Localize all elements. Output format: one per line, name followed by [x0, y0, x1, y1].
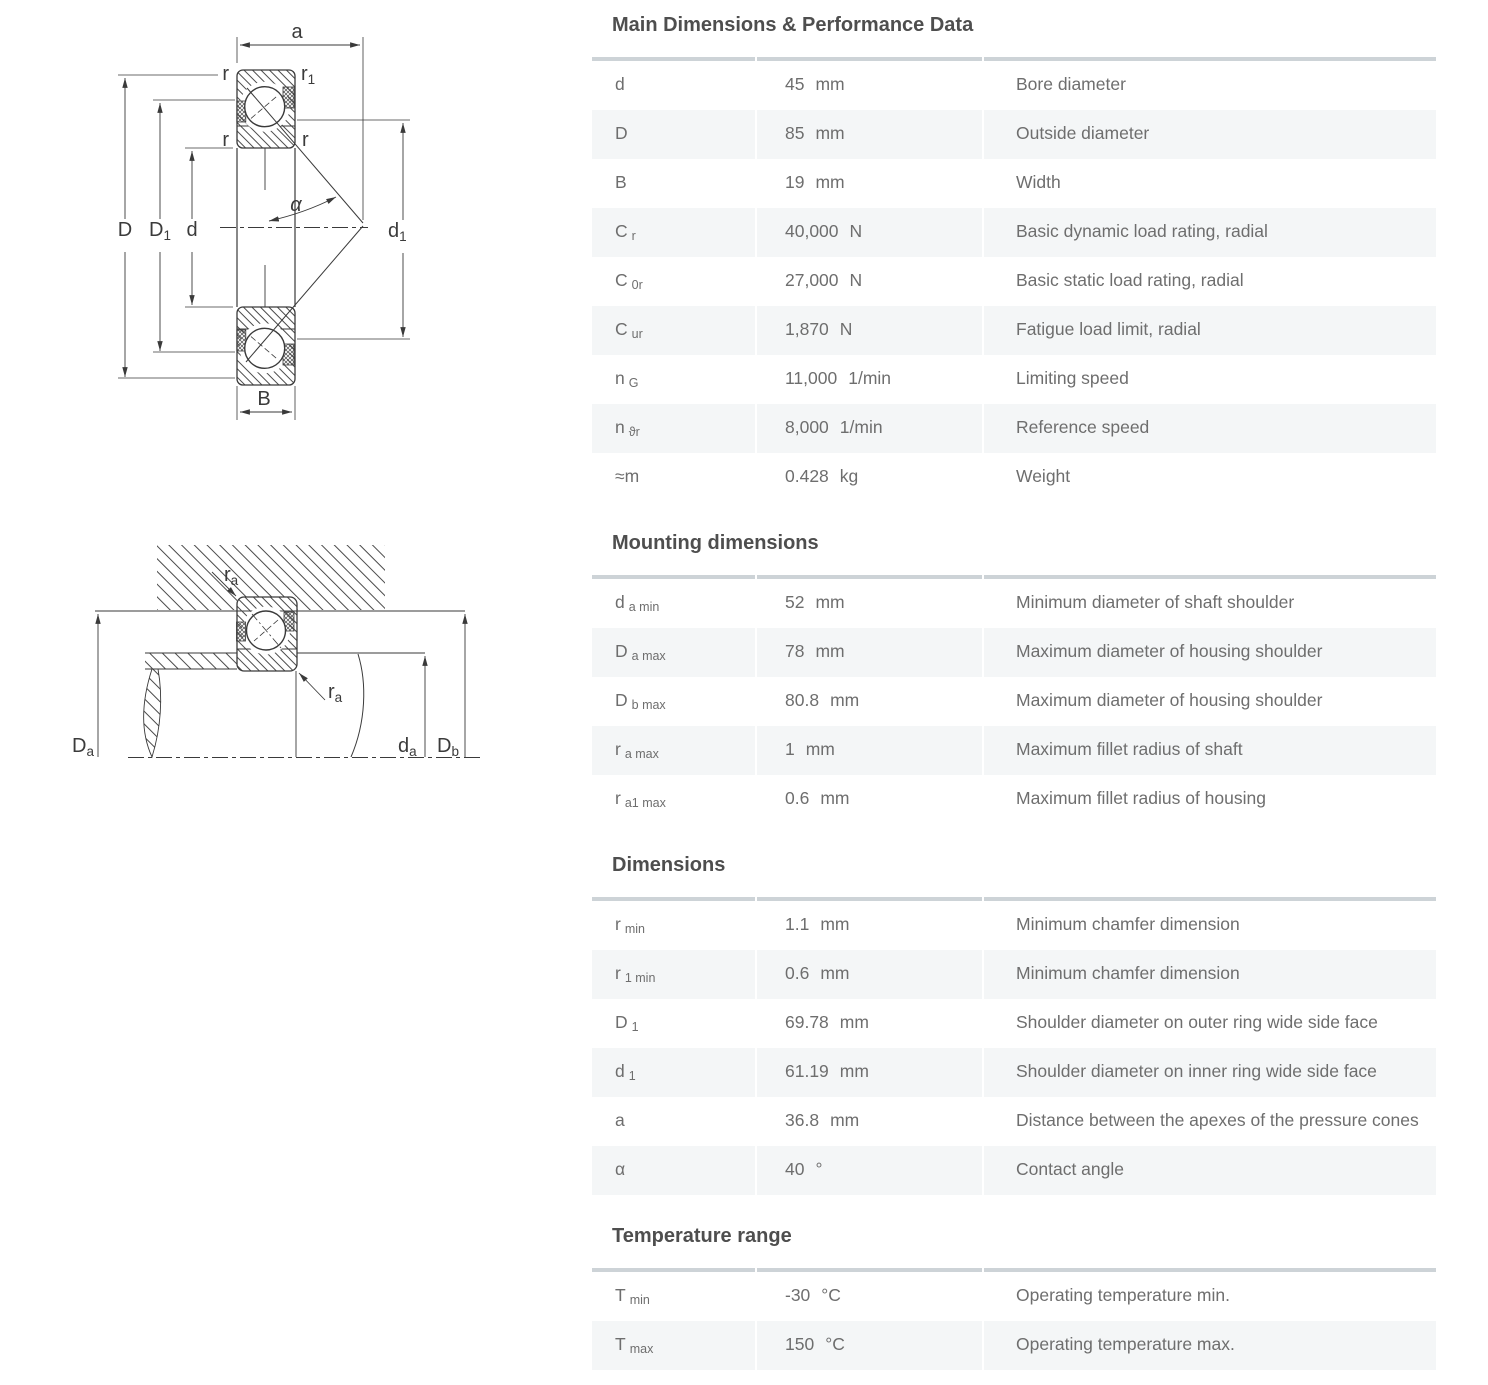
- param-value: 11,000: [785, 368, 838, 388]
- table-row: [592, 306, 1436, 355]
- param-symbol: a: [615, 1110, 625, 1130]
- param-value: 78: [785, 641, 805, 661]
- param-description: Shoulder diameter on outer ring wide side face: [984, 999, 1436, 1048]
- param-symbol: B: [615, 172, 627, 192]
- table-row: [592, 453, 1436, 502]
- param-description: Width: [984, 159, 1436, 208]
- param-description: Bore diameter: [984, 57, 1436, 110]
- param-subscript: G: [628, 376, 639, 390]
- spec-section: [590, 854, 1438, 1195]
- label-alpha: α: [290, 194, 302, 216]
- param-description: Maximum fillet radius of housing: [984, 775, 1436, 824]
- param-subscript: a max: [631, 649, 666, 663]
- label-ra-bottom: $r_a$: [328, 681, 343, 705]
- param-unit: °C: [821, 1285, 841, 1305]
- param-description: Fatigue load limit, radial: [984, 306, 1436, 355]
- param-subscript: a max: [624, 747, 659, 761]
- param-unit: N: [849, 270, 863, 290]
- param-symbol: C: [615, 221, 628, 241]
- label-a: a: [291, 21, 303, 43]
- param-value: 80.8: [785, 690, 820, 710]
- param-description: Outside diameter: [984, 110, 1436, 159]
- table-row: [592, 628, 1436, 677]
- param-value: 19: [785, 172, 805, 192]
- param-symbol: n: [615, 417, 625, 437]
- mounted-bearing-section: [237, 597, 298, 671]
- param-description: Shoulder diameter on inner ring wide side face: [984, 1048, 1436, 1097]
- label-da: $d_a$: [398, 735, 417, 759]
- param-subscript: max: [629, 1342, 654, 1356]
- param-unit: mm: [815, 172, 845, 192]
- param-subscript: 1: [631, 1020, 639, 1034]
- param-symbol: r: [615, 788, 621, 808]
- spec-table: [590, 897, 1438, 1195]
- label-B: B: [257, 388, 271, 410]
- param-value: 1: [785, 739, 795, 759]
- table-row: [592, 775, 1436, 824]
- param-symbol: n: [615, 368, 625, 388]
- table-row: [592, 257, 1436, 306]
- param-description: Reference speed: [984, 404, 1436, 453]
- param-value: 1,870: [785, 319, 829, 339]
- table-row: [592, 1146, 1436, 1195]
- label-r1: $r_1$: [301, 63, 316, 87]
- param-value: 0.6: [785, 788, 810, 808]
- param-value: 8,000: [785, 417, 829, 437]
- param-symbol: C: [615, 319, 628, 339]
- param-symbol: D: [615, 641, 628, 661]
- param-symbol: ≈m: [615, 466, 640, 486]
- table-row: [592, 404, 1436, 453]
- shaft-fillet-section: [144, 669, 161, 757]
- label-D1: $D_1$: [149, 219, 171, 243]
- spec-panel: [590, 0, 1438, 1370]
- param-unit: mm: [830, 1110, 860, 1130]
- bearing-top-section: [237, 70, 295, 148]
- param-subscript: 1 min: [624, 971, 656, 985]
- param-symbol: d: [615, 1061, 625, 1081]
- cage-section: [237, 622, 246, 641]
- param-unit: kg: [839, 466, 859, 486]
- spec-section: [590, 14, 1438, 502]
- param-value: 150: [785, 1334, 815, 1354]
- table-row: [592, 950, 1436, 999]
- ra-leader: [299, 673, 325, 700]
- param-value: 40: [785, 1159, 805, 1179]
- contact-angle-arc: [269, 197, 336, 221]
- spec-table: [590, 57, 1438, 502]
- param-unit: °: [815, 1159, 823, 1179]
- label-Da: $D_a$: [72, 735, 94, 759]
- technical-drawings: [0, 0, 560, 860]
- param-value: 0.428: [785, 466, 829, 486]
- param-symbol: T: [615, 1285, 626, 1305]
- param-description: Contact angle: [984, 1146, 1436, 1195]
- param-description: Weight: [984, 453, 1436, 502]
- param-unit: 1/min: [839, 417, 883, 437]
- param-unit: mm: [805, 739, 835, 759]
- param-unit: mm: [815, 592, 845, 612]
- param-unit: mm: [820, 914, 850, 934]
- param-unit: mm: [830, 690, 860, 710]
- label-D: D: [117, 219, 133, 241]
- table-row: [592, 677, 1436, 726]
- label-Db: $D_b$: [437, 735, 459, 759]
- param-description: Minimum chamfer dimension: [984, 897, 1436, 950]
- param-subscript: ϑr: [628, 425, 640, 439]
- param-symbol: r: [615, 914, 621, 934]
- param-value: 45: [785, 74, 805, 94]
- table-row: [592, 1268, 1436, 1321]
- param-description: Limiting speed: [984, 355, 1436, 404]
- shaft-shoulder-section: [145, 653, 237, 669]
- section-title: Main Dimensions & Performance Data: [612, 14, 974, 36]
- shaft-outline: [351, 654, 364, 757]
- table-row: [592, 110, 1436, 159]
- param-unit: mm: [839, 1012, 869, 1032]
- param-subscript: b max: [631, 698, 666, 712]
- table-row: [592, 57, 1436, 110]
- label-r-mid-left: r: [222, 129, 229, 151]
- section-title: Mounting dimensions: [612, 532, 819, 554]
- param-symbol: T: [615, 1334, 626, 1354]
- param-unit: mm: [820, 788, 850, 808]
- spec-section: [590, 532, 1438, 824]
- param-unit: mm: [815, 641, 845, 661]
- param-subscript: r: [631, 229, 636, 243]
- param-symbol: α: [615, 1159, 626, 1179]
- param-value: 27,000: [785, 270, 839, 290]
- param-description: Minimum diameter of shaft shoulder: [984, 575, 1436, 628]
- spec-section: [590, 1225, 1438, 1370]
- param-unit: N: [839, 319, 853, 339]
- param-unit: N: [849, 221, 863, 241]
- table-row: [592, 726, 1436, 775]
- param-value: -30: [785, 1285, 811, 1305]
- param-value: 85: [785, 123, 805, 143]
- param-subscript: min: [629, 1293, 650, 1307]
- param-description: Operating temperature min.: [984, 1268, 1436, 1321]
- param-unit: mm: [839, 1061, 869, 1081]
- bearing-mounting-diagram: [72, 545, 480, 759]
- param-subscript: min: [624, 922, 645, 936]
- section-title: Temperature range: [612, 1225, 792, 1247]
- param-description: Basic static load rating, radial: [984, 257, 1436, 306]
- table-row: [592, 1321, 1436, 1370]
- param-value: 61.19: [785, 1061, 829, 1081]
- param-description: Basic dynamic load rating, radial: [984, 208, 1436, 257]
- param-symbol: d: [615, 592, 625, 612]
- pressure-cone-line: [246, 226, 363, 362]
- param-value: 69.78: [785, 1012, 829, 1032]
- table-row: [592, 208, 1436, 257]
- spec-table: [590, 1268, 1438, 1370]
- param-value: 1.1: [785, 914, 810, 934]
- param-description: Distance between the apexes of the pressure cones: [984, 1097, 1436, 1146]
- label-ra-top: $r_a$: [224, 564, 239, 588]
- label-d: d: [186, 219, 198, 241]
- table-row: [592, 897, 1436, 950]
- param-symbol: D: [615, 123, 628, 143]
- param-description: Maximum fillet radius of shaft: [984, 726, 1436, 775]
- bearing-bottom-section: [237, 307, 295, 385]
- param-description: Minimum chamfer dimension: [984, 950, 1436, 999]
- table-row: [592, 355, 1436, 404]
- table-row: [592, 1048, 1436, 1097]
- param-description: Maximum diameter of housing shoulder: [984, 677, 1436, 726]
- spec-table: [590, 575, 1438, 824]
- bearing-cross-section-diagram: [118, 21, 410, 420]
- param-symbol: r: [615, 963, 621, 983]
- pressure-cone-line: [247, 88, 363, 223]
- param-description: Maximum diameter of housing shoulder: [984, 628, 1436, 677]
- param-value: 40,000: [785, 221, 839, 241]
- table-row: [592, 999, 1436, 1048]
- table-row: [592, 159, 1436, 208]
- param-subscript: 1: [628, 1069, 636, 1083]
- param-symbol: D: [615, 690, 628, 710]
- param-unit: °C: [825, 1334, 845, 1354]
- param-unit: mm: [815, 123, 845, 143]
- param-symbol: C: [615, 270, 628, 290]
- param-unit: 1/min: [848, 368, 892, 388]
- section-title: Dimensions: [612, 854, 726, 876]
- param-subscript: a min: [628, 600, 660, 614]
- param-unit: mm: [820, 963, 850, 983]
- param-symbol: d: [615, 74, 625, 94]
- param-subscript: ur: [631, 327, 643, 341]
- table-row: [592, 575, 1436, 628]
- param-value: 36.8: [785, 1110, 820, 1130]
- label-r-mid-right: r: [302, 129, 309, 151]
- table-row: [592, 1097, 1436, 1146]
- param-value: 0.6: [785, 963, 810, 983]
- label-r-top: r: [222, 63, 229, 85]
- param-subscript: a1 max: [624, 796, 666, 810]
- label-d1: $d_1$: [388, 220, 407, 244]
- param-description: Operating temperature max.: [984, 1321, 1436, 1370]
- param-value: 52: [785, 592, 805, 612]
- param-symbol: D: [615, 1012, 628, 1032]
- param-unit: mm: [815, 74, 845, 94]
- param-subscript: 0r: [631, 278, 643, 292]
- param-symbol: r: [615, 739, 621, 759]
